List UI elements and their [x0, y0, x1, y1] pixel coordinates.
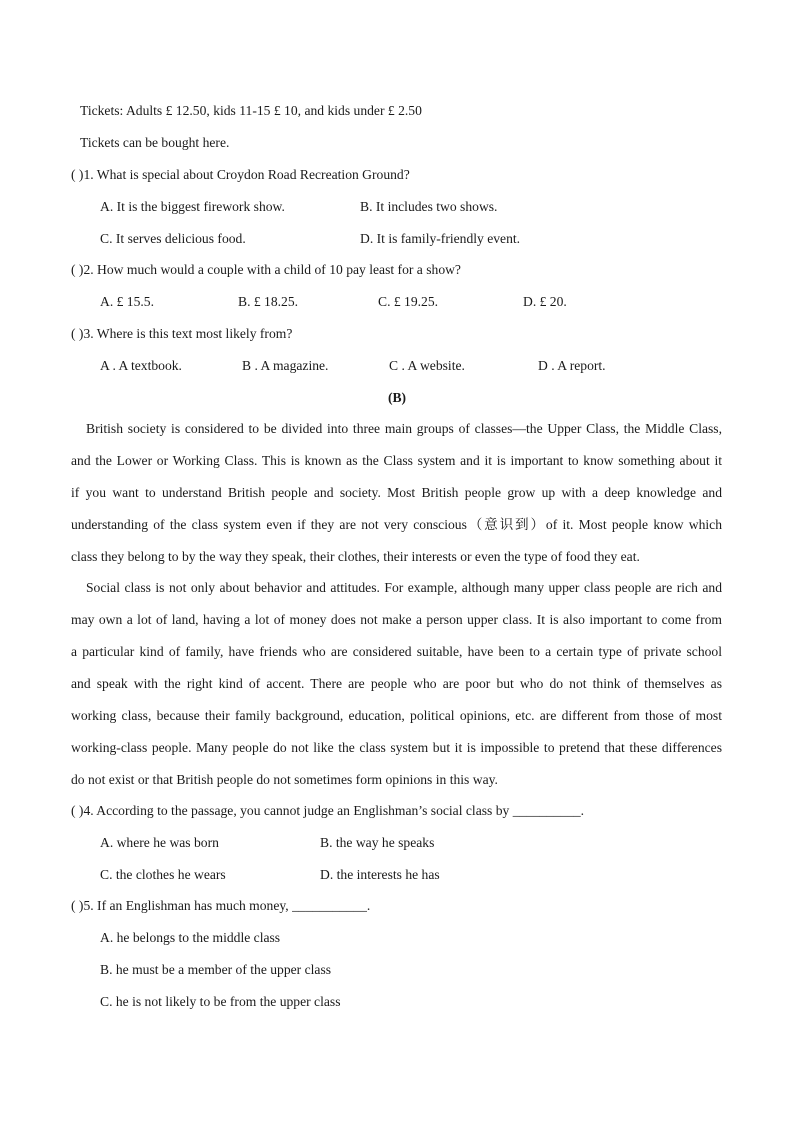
option-c: C. £ 19.25.	[378, 294, 439, 309]
paragraph-2-line: working class, because their family background, education, political opinions, etc. are different from those of most	[71, 708, 722, 723]
option-b: B. £ 18.25.	[238, 294, 299, 309]
paragraph-2-line: do not exist or that British people do not sometimes form opinions in this way.	[71, 772, 498, 787]
ticket-purchase-note: Tickets can be bought here.	[80, 135, 230, 150]
paragraph-2-line: a particular kind of family, have friends who are considered suitable, have been to a certain type of private school	[71, 644, 722, 659]
option-c: C. the clothes he wears	[100, 867, 226, 882]
paragraph-1-line: class they belong to by the way they speak, their clothes, their interests or even the type of food they eat.	[71, 549, 640, 564]
question-2	[71, 261, 461, 279]
option-d: D . A report.	[538, 358, 606, 373]
option-c: C. he is not likely to be from the upper class	[100, 994, 341, 1009]
question-1	[71, 166, 410, 184]
paragraph-1-line: if you want to understand British people and society. Most British people grow up with a deep knowledge and	[71, 485, 722, 500]
option-b: B. It includes two shows.	[360, 199, 498, 214]
paragraph-1-line: British society is considered to be divided into three main groups of classes—the Upper Class, the Middle Class,	[86, 421, 722, 436]
option-d: D. It is family-friendly event.	[360, 231, 521, 246]
answer-blank[interactable]: ( )	[71, 803, 84, 818]
question-stem: 5. If an Englishman has much money, ___________.	[83, 898, 371, 913]
paragraph-2-line: working-class people. Many people do not like the class system but it is impossible to pretend that these differences	[71, 740, 722, 755]
option-a: A. where he was born	[100, 835, 219, 850]
option-d: D. the interests he has	[320, 867, 440, 882]
question-5	[71, 897, 370, 915]
option-c: C . A website.	[389, 358, 465, 373]
option-d: D. £ 20.	[523, 294, 567, 309]
option-a: A. he belongs to the middle class	[100, 930, 281, 945]
option-a: A. It is the biggest firework show.	[100, 199, 285, 214]
option-b: B. he must be a member of the upper class	[100, 962, 332, 977]
question-4	[71, 802, 584, 820]
paragraph-1-line: and the Lower or Working Class. This is known as the Class system and it is important to know something about it	[71, 453, 722, 468]
question-3	[71, 325, 292, 343]
option-a: A . A textbook.	[100, 358, 182, 373]
answer-blank[interactable]: ( )	[71, 167, 84, 182]
option-b: B . A magazine.	[242, 358, 329, 373]
paragraph-2-line: may own a lot of land, having a lot of money does not make a person upper class. It is also important to come from	[71, 612, 722, 627]
paragraph-2-line: and speak with the right kind of accent. There are people who are poor but who do not think of themselves as	[71, 676, 722, 691]
option-c: C. It serves delicious food.	[100, 231, 246, 246]
section-heading: (B)	[387, 390, 407, 405]
paragraph-1-line: understanding of the class system even if they are not very conscious（意识到）of it. Most people know which	[71, 517, 722, 532]
option-b: B. the way he speaks	[320, 835, 435, 850]
answer-blank[interactable]: ( )	[71, 898, 84, 913]
ticket-prices: Tickets: Adults £ 12.50, kids 11-15 £ 10, and kids under £ 2.50	[80, 103, 422, 118]
question-stem: 4. According to the passage, you cannot judge an Englishman’s social class by __________.	[83, 803, 585, 818]
question-stem: 1. What is special about Croydon Road Recreation Ground?	[83, 167, 410, 182]
answer-blank[interactable]: ( )	[71, 262, 84, 277]
question-stem: 2. How much would a couple with a child of 10 pay least for a show?	[83, 262, 461, 277]
answer-blank[interactable]: ( )	[71, 326, 84, 341]
question-stem: 3. Where is this text most likely from?	[83, 326, 293, 341]
paragraph-2-line: Social class is not only about behavior and attitudes. For example, although many upper class people are rich and	[86, 580, 722, 595]
option-a: A. £ 15.5.	[100, 294, 154, 309]
